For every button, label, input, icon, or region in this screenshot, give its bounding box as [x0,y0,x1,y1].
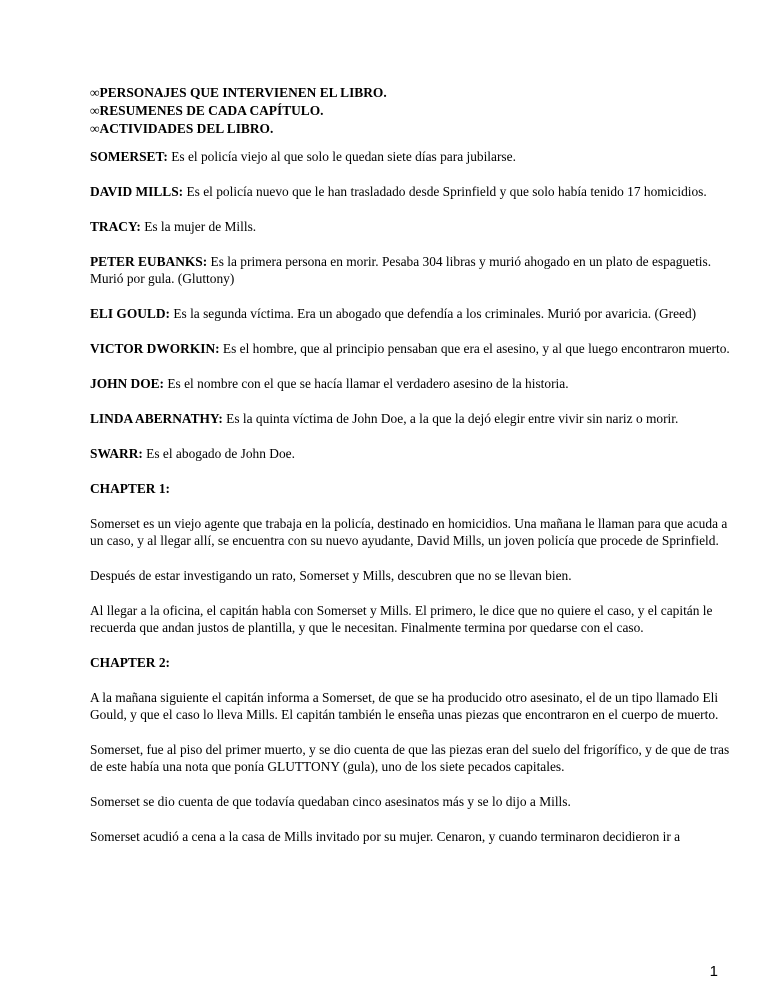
character-description: Es el hombre, que al principio pensaban que era el asesino, y al que luego encontraron muerto. [219,341,730,356]
character-description: Es el abogado de John Doe. [142,446,295,461]
chapter-1-paragraph: Somerset es un viejo agente que trabaja en la policía, destinado en homicidios. Una mañana le llaman para que acuda a un caso, y al llegar allí, se encuentra con su nuevo ayudante, David Mills, un joven policía que procede de Sprinfield. [90,516,728,548]
character-description: Es la primera persona en morir. Pesaba 304 libras y murió ahogado en un plato de espaguetis. Murió por gula. (Gluttony) [90,254,712,286]
document-body [90,148,730,863]
page-number: 1 [709,963,718,980]
character-entry-victor-dworkin [90,340,730,357]
table-of-contents [90,84,387,138]
chapter-1-paragraph: Después de estar investigando un rato, Somerset y Mills, descubren que no se llevan bien. [90,568,572,583]
character-name: SOMERSET: [90,149,168,164]
character-description: Es la mujer de Mills. [140,219,257,234]
character-description: Es el nombre con el que se hacía llamar el verdadero asesino de la historia. [164,376,569,391]
toc-item-activities: ∞ACTIVIDADES DEL LIBRO. [90,121,274,136]
chapter-2-paragraph: Somerset acudió a cena a la casa de Mills invitado por su mujer. Cenaron, y cuando terminaron decidieron ir a [90,829,681,844]
character-name: ELI GOULD: [90,306,170,321]
character-entry-swarr [90,445,730,462]
chapter-2-paragraph: A la mañana siguiente el capitán informa a Somerset, de que se ha producido otro asesinato, el de un tipo llamado Eli Gould, y que el caso lo lleva Mills. El capitán también le enseña unas piezas que encontraron en el cuerpo de muerto. [90,690,719,722]
character-description: Es el policía nuevo que le han trasladado desde Sprinfield y que solo había tenido 17 homicidios. [183,184,707,199]
character-description: Es la segunda víctima. Era un abogado que defendía a los criminales. Murió por avaricia. (Greed) [169,306,697,321]
chapter-2-paragraph: Somerset se dio cuenta de que todavía quedaban cinco asesinatos más y se lo dijo a Mills. [90,794,571,809]
character-name: PETER EUBANKS: [90,254,208,269]
character-name: VICTOR DWORKIN: [90,341,220,356]
character-name: TRACY: [90,219,141,234]
toc-item-summaries: ∞RESUMENES DE CADA CAPÍTULO. [90,103,324,118]
character-entry-eli-gould [90,305,730,322]
character-entry-peter-eubanks [90,253,730,287]
character-description: Es la quinta víctima de John Doe, a la que la dejó elegir entre vivir sin nariz o morir. [222,411,679,426]
toc-item-characters: ∞PERSONAJES QUE INTERVIENEN EL LIBRO. [90,85,387,100]
chapter-2-heading: CHAPTER 2: [90,655,170,670]
character-name: DAVID MILLS: [90,184,184,199]
character-entry-david-mills [90,183,730,200]
chapter-2-paragraph: Somerset, fue al piso del primer muerto, y se dio cuenta de que las piezas eran del suelo del frigorífico, y de que de tras de este había una nota que ponía GLUTTONY (gula), uno de los siete pecados capitales. [90,742,730,774]
character-entry-somerset [90,148,730,165]
character-description: Es el policía viejo al que solo le quedan siete días para jubilarse. [167,149,516,164]
character-entry-john-doe [90,375,730,392]
character-entry-linda-abernathy [90,410,730,427]
character-entry-tracy [90,218,730,235]
character-name: LINDA ABERNATHY: [90,411,223,426]
character-name: JOHN DOE: [90,376,165,391]
character-name: SWARR: [90,446,143,461]
chapter-1-paragraph: Al llegar a la oficina, el capitán habla con Somerset y Mills. El primero, le dice que no quiere el caso, y el capitán le recuerda que andan justos de plantilla, y que le necesitan. Finalmente termina por quedarse con el caso. [90,603,713,635]
chapter-1-heading: CHAPTER 1: [90,481,170,496]
